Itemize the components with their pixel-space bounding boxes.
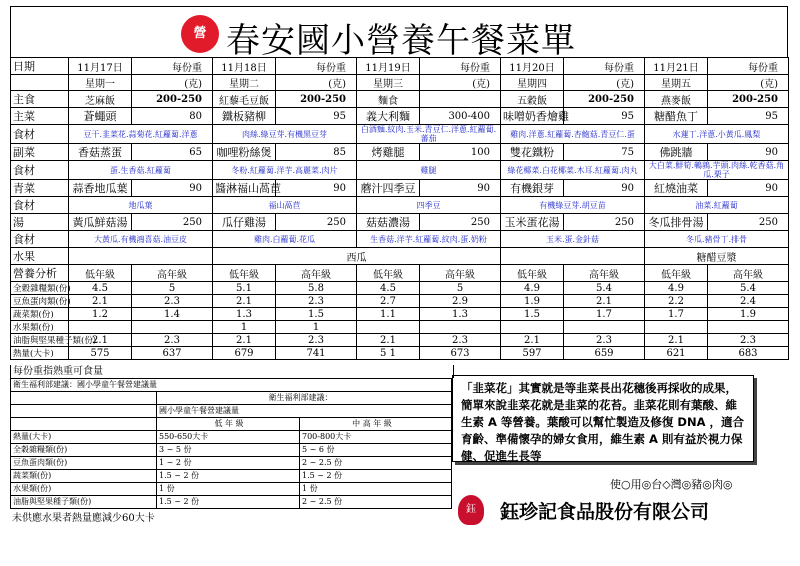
main-dish: 味噌奶香燴雞	[501, 108, 564, 125]
staple-weight	[420, 91, 501, 108]
nutrition-value: 2.3	[132, 295, 213, 308]
grade-high: 高年級	[708, 265, 789, 282]
nutrition-value: 673	[420, 347, 501, 360]
ingredient-text: 玉米.蛋.金針菇	[545, 234, 600, 244]
grade-high: 高年級	[564, 265, 645, 282]
nutrition-value: 4.9	[645, 282, 708, 295]
standard-row-name: 熱量(大卡)	[13, 432, 52, 441]
table-row	[11, 265, 789, 282]
grade-low: 低年級	[645, 265, 708, 282]
soup-dish: 菇菇濃湯	[357, 214, 420, 231]
portion-label: 每份重	[420, 58, 501, 75]
standard-row	[11, 496, 451, 508]
standard-row	[11, 457, 451, 470]
standard-row-low: 1 份	[156, 483, 299, 495]
soup-weight: 250	[708, 214, 789, 231]
ingredients-label: 食材	[11, 125, 69, 144]
veg-ingredients	[501, 197, 645, 214]
weekday-cell: 星期一	[69, 75, 132, 91]
standard-row-low: 1 ~ 2 份	[156, 457, 299, 469]
nutrition-value: 2.2	[645, 295, 708, 308]
nutrition-value: 2.1	[564, 295, 645, 308]
nutrition-value: 2.1	[213, 295, 276, 308]
nutrition-value	[501, 321, 564, 334]
nutrition-value: 1.9	[501, 295, 564, 308]
grade-high: 高年級	[420, 265, 501, 282]
veg-weight: 90	[276, 180, 357, 197]
veg-dish: 有機銀芽	[501, 180, 564, 197]
unit-cell: (克)	[276, 75, 357, 91]
standard-row-name: 水果類(份)	[13, 484, 52, 493]
nutrition-value: 2.7	[357, 295, 420, 308]
unit-cell: (克)	[708, 75, 789, 91]
portion-label: 每份重	[132, 58, 213, 75]
standard-row-name: 全穀雜糧類(份)	[13, 445, 68, 454]
nutrition-value: 4.5	[69, 282, 132, 295]
menu-table	[10, 57, 789, 360]
veg-weight: 90	[708, 180, 789, 197]
table-row	[11, 75, 789, 91]
table-row	[11, 214, 789, 231]
nutrition-row-label: 油脂與堅果種子類(份)	[11, 334, 69, 347]
nutrition-row-label: 豆魚蛋肉類(份)	[11, 295, 69, 308]
standard-row	[11, 405, 451, 418]
blank-cell	[11, 418, 156, 430]
soup-label: 湯	[11, 214, 69, 231]
company-logo-icon: 鈺	[458, 495, 484, 525]
ingredient-text: 白酒麵.紋肉.玉米.青豆仁.洋蔥.紅蘿蔔.蕃茄	[360, 125, 497, 143]
table-row	[11, 295, 789, 308]
table-row	[11, 248, 789, 265]
veg-ingredients	[69, 197, 213, 214]
soup-weight: 250	[420, 214, 501, 231]
veg-weight: 90	[564, 180, 645, 197]
grade-high: 高年級	[132, 265, 213, 282]
grade-low: 低年級	[501, 265, 564, 282]
staple-cell: 燕麥飯	[645, 91, 708, 108]
nutrition-value: 621	[645, 347, 708, 360]
main-label: 主菜	[11, 108, 69, 125]
nutrition-value: 2.3	[276, 295, 357, 308]
nutrition-value	[132, 321, 213, 334]
side-weight: 100	[420, 144, 501, 161]
standard-row	[11, 392, 451, 405]
soup-weight: 250	[276, 214, 357, 231]
nutrition-label: 營養分析	[11, 265, 69, 282]
ingredients-label: 食材	[11, 161, 69, 180]
nutrition-value	[420, 321, 501, 334]
nutrition-value: 1.7	[564, 308, 645, 321]
soup-dish: 冬瓜排骨湯	[645, 214, 708, 231]
weekday-cell: 星期五	[645, 75, 708, 91]
company-footer	[452, 492, 752, 528]
staple-weight: 200-250	[276, 91, 357, 108]
ingredient-text: 雞腿	[420, 165, 437, 175]
standard-agency-cell: 衛生福利部建議：國小學童午餐營建議量	[13, 380, 157, 389]
main-dish: 義大利麵	[357, 108, 420, 125]
side-dish: 烤雞腿	[357, 144, 420, 161]
nutrition-value: 1	[276, 321, 357, 334]
company-name: 鈺珍記食品股份有限公司	[500, 500, 710, 523]
nutrition-value: 683	[708, 347, 789, 360]
veg-dish: 醬淋福山萵苣	[213, 180, 276, 197]
nutrition-value: 2.9	[420, 295, 501, 308]
veg-ingredients	[357, 197, 501, 214]
ingredient-text: 冬粉.紅蘿蔔.洋芋.高麗菜.肉片	[231, 165, 338, 175]
table-row	[11, 125, 789, 144]
blank-cell	[11, 392, 156, 404]
veg-dish: 蒜香地瓜葉	[69, 180, 132, 197]
nutrition-value: 2.3	[132, 334, 213, 347]
grade-low: 低年級	[357, 265, 420, 282]
main-weight: 95	[276, 108, 357, 125]
standard-row-low: 550-650大卡	[156, 431, 299, 443]
nutrition-value: 2.1	[645, 334, 708, 347]
nutrition-value	[357, 321, 420, 334]
main-weight: 95	[708, 108, 789, 125]
ingredient-text: 雞肉.洋蔥.紅蘿蔔.杏鮑菇.青豆仁.蛋	[510, 129, 635, 139]
taiwan-pork-label: 使○用◎台◇灣◎豬◎肉◎	[610, 478, 733, 491]
grade-low: 低年級	[213, 265, 276, 282]
ingredient-text: 肉絲.綠豆芽.有機黑豆芽	[241, 129, 328, 139]
nutrition-value: 2.1	[213, 334, 276, 347]
standard-row-high: 1.5 ~ 2 份	[299, 470, 442, 482]
main-ingredients	[213, 125, 357, 144]
staple-cell: 五穀飯	[501, 91, 564, 108]
standard-row-low: 1.5 ~ 2 份	[156, 496, 299, 508]
soup-ingredients	[213, 231, 357, 248]
blank-cell	[11, 405, 156, 417]
ingredient-text: 綠花椰菜.白花椰菜.木耳.紅蘿蔔.肉丸	[507, 165, 638, 175]
blank-cell	[11, 75, 69, 91]
main-ingredients	[69, 125, 213, 144]
fruit-cell	[501, 248, 645, 265]
nutrition-value: 1.3	[420, 308, 501, 321]
staple-weight: 200-250	[132, 91, 213, 108]
nutrition-row-label: 全穀雜糧類(份)	[11, 282, 69, 295]
weekday-cell: 星期四	[501, 75, 564, 91]
nutrition-value: 659	[564, 347, 645, 360]
standard-row-high: 1 份	[299, 483, 442, 495]
nutrition-value: 679	[213, 347, 276, 360]
ingredient-text: 水蓮丁.洋蔥.小黃瓜.鳳梨	[672, 129, 761, 139]
weekday-cell: 星期三	[357, 75, 420, 91]
standard-row-name: 油脂與堅果種子類(份)	[13, 497, 92, 506]
standard-row	[11, 483, 451, 496]
nutrition-value: 1.3	[213, 308, 276, 321]
ingredient-text: 福山萵苣	[268, 200, 301, 210]
standard-row-high: 2 ~ 2.5 份	[299, 496, 442, 508]
side-ingredients	[69, 161, 213, 180]
veg-weight: 90	[132, 180, 213, 197]
nutrition-value: 2.3	[276, 334, 357, 347]
side-ingredients	[501, 161, 645, 180]
nutrition-row-label: 蔬菜類(份)	[11, 308, 69, 321]
portion-label: 每份重	[708, 58, 789, 75]
ingredient-text: 豆干.韭菜花.蒜菊花.紅蘿蔔.洋蔥	[83, 129, 198, 139]
soup-dish: 黃瓜鮮菇湯	[69, 214, 132, 231]
nutrition-value	[69, 321, 132, 334]
nutrition-value: 2.3	[564, 334, 645, 347]
nutrition-value: 2.1	[69, 334, 132, 347]
unit-cell: (克)	[420, 75, 501, 91]
main-ingredients	[645, 125, 789, 144]
nutrition-row-label: 水果類(份)	[11, 321, 69, 334]
date-cell: 11月20日	[501, 58, 564, 75]
side-dish: 香菇蒸蛋	[69, 144, 132, 161]
nutrition-value: 5.8	[276, 282, 357, 295]
ingredients-label: 食材	[11, 197, 69, 214]
side-weight: 85	[276, 144, 357, 161]
nutrition-value: 2.3	[708, 334, 789, 347]
nutrition-value	[645, 321, 708, 334]
table-row	[11, 161, 789, 180]
staple-cell: 紅藜毛豆飯	[213, 91, 276, 108]
table-row	[11, 180, 789, 197]
nutrition-value: 1.1	[357, 308, 420, 321]
table-row	[11, 347, 789, 360]
nutrition-value: 2.4	[708, 295, 789, 308]
menu-page	[10, 6, 788, 360]
nutrition-value: 1.7	[645, 308, 708, 321]
nutrition-value: 5	[420, 282, 501, 295]
side-weight: 65	[132, 144, 213, 161]
nutrition-value: 1.2	[69, 308, 132, 321]
footnote: 未供應水果者熱量應減少60大卡	[12, 513, 155, 524]
side-label: 副菜	[11, 144, 69, 161]
nutrition-value: 575	[69, 347, 132, 360]
side-dish: 佛跳牆	[645, 144, 708, 161]
fruit-cell	[69, 248, 213, 265]
grade-low: 低年級	[69, 265, 132, 282]
table-row	[11, 282, 789, 295]
veg-label: 青菜	[11, 180, 69, 197]
nutrition-value: 1.5	[276, 308, 357, 321]
date-cell: 11月21日	[645, 58, 708, 75]
nutrition-value: 2.1	[501, 334, 564, 347]
side-weight: 75	[564, 144, 645, 161]
date-cell: 11月17日	[69, 58, 132, 75]
side-ingredients	[645, 161, 789, 180]
side-ingredients	[357, 161, 501, 180]
ingredient-text: 油菜.紅蘿蔔	[695, 200, 738, 210]
main-weight: 95	[564, 108, 645, 125]
side-dish: 雙花鐵粉	[501, 144, 564, 161]
main-dish: 鐵板豬柳	[213, 108, 276, 125]
veg-ingredients	[213, 197, 357, 214]
unit-cell: (克)	[564, 75, 645, 91]
side-ingredients	[213, 161, 357, 180]
ingredient-text: 蛋.生香菇.紅蘿蔔	[109, 165, 172, 175]
table-row	[11, 334, 789, 347]
nutrition-value: 4.5	[357, 282, 420, 295]
school-logo: 營	[181, 15, 219, 53]
nutrition-value: 5 1	[357, 347, 420, 360]
fruit-cell: 西瓜	[213, 248, 501, 265]
table-row	[11, 144, 789, 161]
standard-row-low: 3 ~ 5 份	[156, 444, 299, 456]
ingredient-text: 冬瓜.豬骨丁.排骨	[685, 234, 748, 244]
side-weight: 90	[708, 144, 789, 161]
table-row	[11, 108, 789, 125]
nutrition-value: 597	[501, 347, 564, 360]
table-row	[11, 91, 789, 108]
table-row	[11, 308, 789, 321]
nutrition-value: 637	[132, 347, 213, 360]
nutrition-value: 2.1	[69, 295, 132, 308]
nutrition-value: 1.5	[501, 308, 564, 321]
nutrition-value: 1	[213, 321, 276, 334]
standard-col-low: 低 年 級	[156, 418, 299, 430]
side-dish: 咖哩粉絲煲	[213, 144, 276, 161]
standard-row-name: 豆魚蛋肉類(份)	[13, 458, 68, 467]
nutrition-value: 741	[276, 347, 357, 360]
soup-weight: 250	[132, 214, 213, 231]
staple-cell: 麵食	[357, 91, 420, 108]
nutrition-value: 4.9	[501, 282, 564, 295]
standard-col-high: 中 高 年 級	[299, 418, 442, 430]
table-row	[11, 321, 789, 334]
ingredient-text: 大黃瓜.有機鴻喜菇.油豆皮	[93, 234, 188, 244]
nutrition-value: 1.4	[132, 308, 213, 321]
standard-row	[11, 431, 451, 444]
ingredient-text: 地瓜葉	[128, 200, 153, 210]
main-ingredients	[357, 125, 501, 144]
main-weight: 300-400	[420, 108, 501, 125]
unit-cell: (克)	[132, 75, 213, 91]
weekday-cell: 星期二	[213, 75, 276, 91]
veg-dish: 蘑汁四季豆	[357, 180, 420, 197]
nutrition-value	[564, 321, 645, 334]
soup-dish: 玉米蛋花湯	[501, 214, 564, 231]
soup-dish: 瓜仔雞湯	[213, 214, 276, 231]
standard-row	[11, 418, 451, 431]
veg-dish: 紅燒油菜	[645, 180, 708, 197]
main-dish: 糖醋魚丁	[645, 108, 708, 125]
nutrition-value: 5.4	[708, 282, 789, 295]
nutrition-row-label: 熱量(大卡)	[11, 347, 69, 360]
soup-ingredients	[357, 231, 501, 248]
soup-ingredients	[501, 231, 645, 248]
staple-cell: 芝麻飯	[69, 91, 132, 108]
standard-row-name: 蔬菜類(份)	[13, 471, 52, 480]
main-weight: 80	[132, 108, 213, 125]
ingredient-text: 雞肉.白蘿蔔.花瓜	[253, 234, 316, 244]
ingredient-text: 大白菜.鮮筍.鵪鶉.芋頭.肉絲.乾香菇.角瓜.栗子	[648, 161, 785, 179]
main-ingredients	[501, 125, 645, 144]
nutrition-value: 5.1	[213, 282, 276, 295]
standard-row-high: 5 ~ 6 份	[299, 444, 442, 456]
portion-label: 每份重	[276, 58, 357, 75]
nutrition-value: 5	[132, 282, 213, 295]
standard-table	[10, 378, 452, 509]
standard-row	[11, 444, 451, 457]
date-cell: 11月19日	[357, 58, 420, 75]
soup-weight: 250	[564, 214, 645, 231]
staple-weight: 200-250	[708, 91, 789, 108]
page-title: 春安國小營養午餐菜單	[226, 21, 576, 61]
date-cell: 11月18日	[213, 58, 276, 75]
ingredient-text: 有機綠豆芽.胡豆苗	[539, 200, 606, 210]
main-dish: 蒼蠅頭	[69, 108, 132, 125]
table-row	[11, 231, 789, 248]
standard-inner-sub: 國小學童午餐營建議量	[156, 405, 442, 417]
veg-ingredients	[645, 197, 789, 214]
portion-caption: 每份重指熟重可食量	[10, 365, 454, 378]
nutrition-value: 5.4	[564, 282, 645, 295]
nutrition-value: 1.9	[708, 308, 789, 321]
ingredient-text: 四季豆	[416, 200, 441, 210]
fruit-label: 水果	[11, 248, 69, 265]
grade-high: 高年級	[276, 265, 357, 282]
portion-label: 每份重	[564, 58, 645, 75]
staple-weight: 200-250	[564, 91, 645, 108]
date-label: 日期	[11, 58, 69, 75]
soup-ingredients	[645, 231, 789, 248]
nutrition-value	[708, 321, 789, 334]
nutrition-value: 2.3	[420, 334, 501, 347]
chive-flower-note: 「韭菜花」其實就是等韭菜長出花穗後再採收的成果，簡單來說韭菜花就是韭菜的花苔。韭菜花則有葉酸、維生素 A 等營養。葉酸可以幫忙製造及修復 DNA ，適合育齡、準備懷孕的婦女食用，維生素 A 則有益於視力保健、促進生長等	[452, 375, 754, 462]
title-bar	[10, 6, 788, 61]
ingredient-text: 生香菇.洋芋.紅蘿蔔.紋肉.蛋.奶粉	[370, 234, 487, 244]
standard-row-high: 700-800大卡	[299, 431, 442, 443]
standard-row-high: 2 ~ 2.5 份	[299, 457, 442, 469]
standard-row-low: 1.5 ~ 2 份	[156, 470, 299, 482]
soup-ingredients	[69, 231, 213, 248]
veg-weight: 90	[420, 180, 501, 197]
ingredients-label: 食材	[11, 231, 69, 248]
nutrition-value: 2.1	[357, 334, 420, 347]
standard-row	[11, 379, 451, 392]
table-row	[11, 197, 789, 214]
fruit-cell: 糖醋豆漿	[645, 248, 789, 265]
standard-inner-title: 衛生福利部建議：	[156, 392, 442, 404]
staple-label: 主食	[11, 91, 69, 108]
standard-row	[11, 470, 451, 483]
